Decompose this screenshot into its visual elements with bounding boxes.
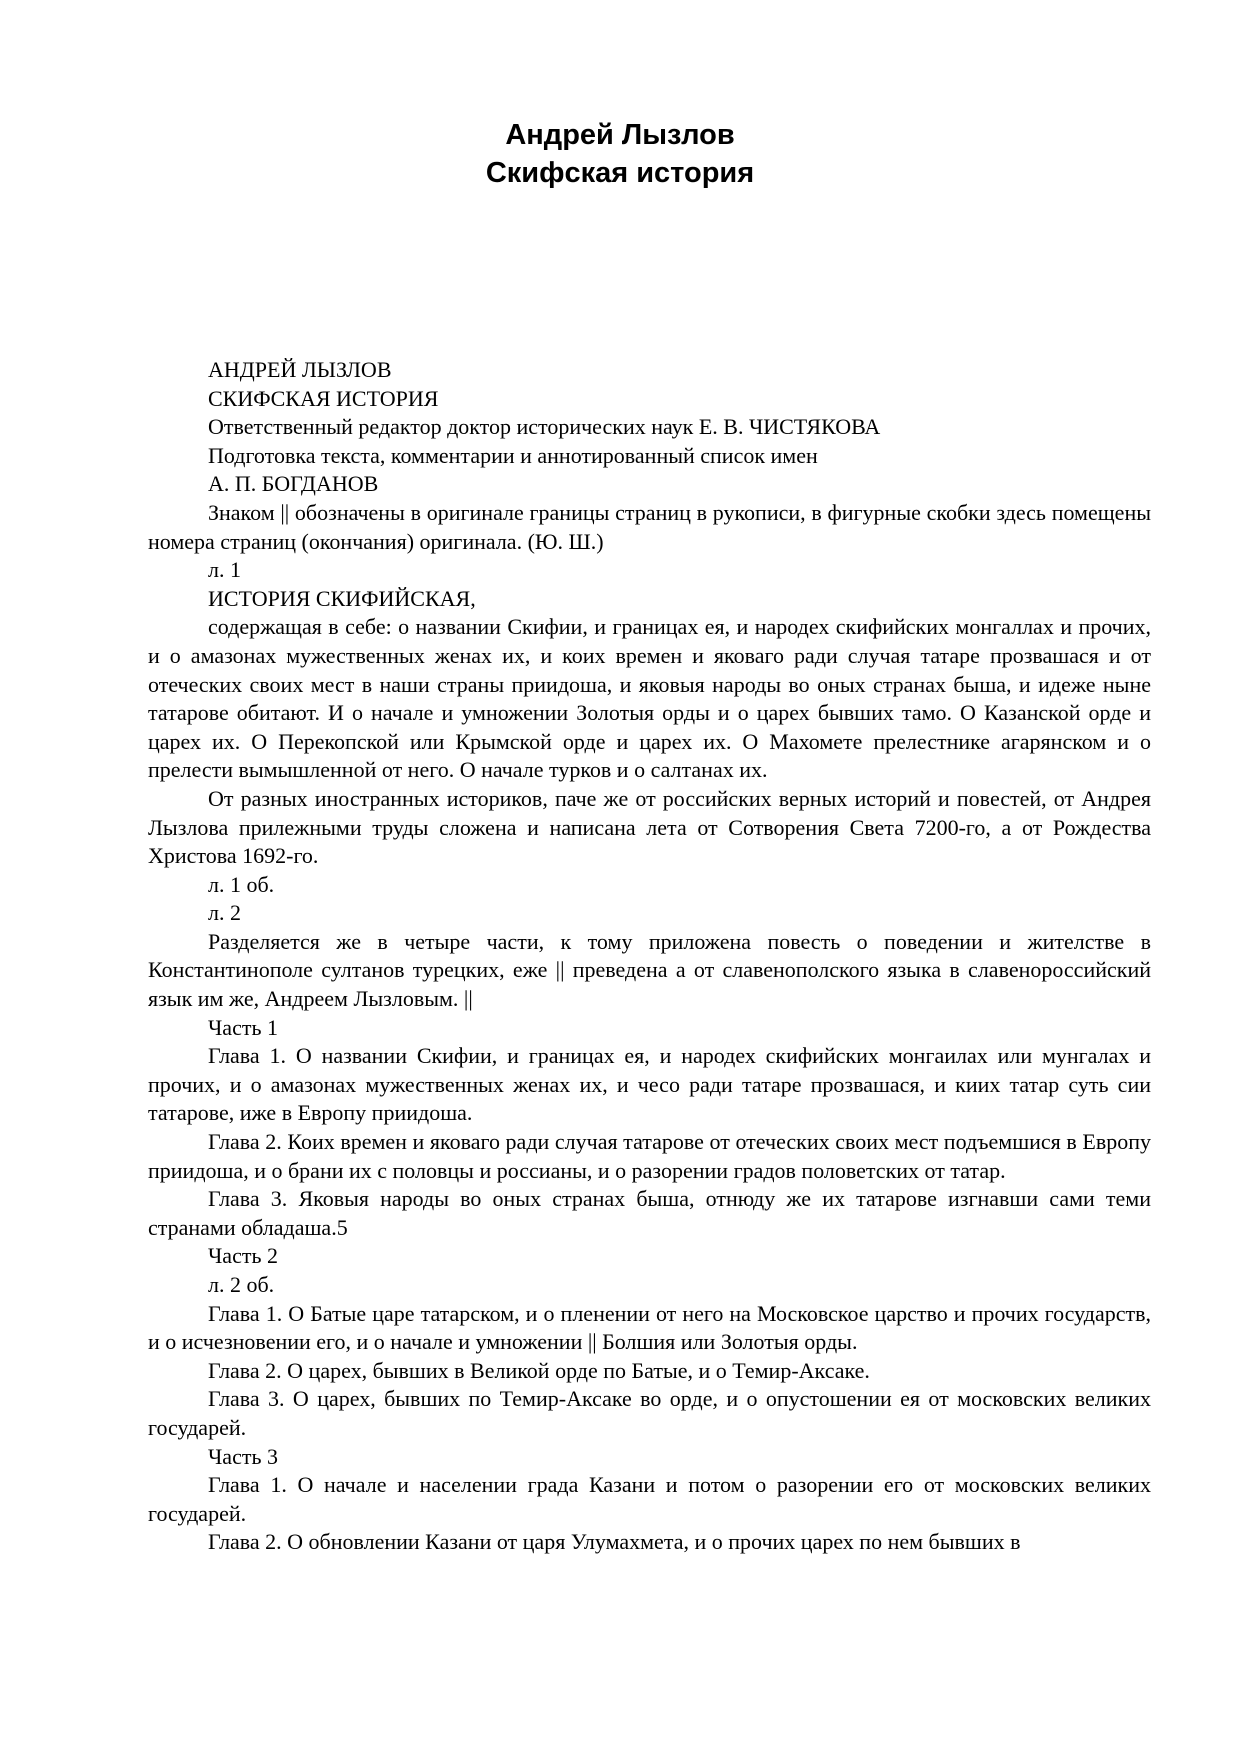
- paragraph: Часть 1: [208, 1014, 278, 1040]
- paragraph: Подготовка текста, комментарии и аннотированный список имен: [208, 442, 818, 468]
- paragraph: Часть 2: [208, 1243, 278, 1269]
- title-book: Скифская история: [485, 157, 755, 189]
- paragraph: Глава 1. О Батые царе татарском, и о пленении от него на Московское царство и прочих государств, и о исчезновении его, и о начале и умножении || Болшия или Золотыя орды.: [148, 1300, 1151, 1355]
- paragraph: л. 2 об.: [208, 1272, 275, 1297]
- paragraph: От разных иностранных историков, паче же от российских верных историй и повестей, от Андрея Лызлова прилежными труды сложена и написана лета от Сотворения Света 7200-го, а от Рождества Христова 1692-го.: [148, 785, 1151, 869]
- paragraph: Знаком || обозначены в оригинале границы страниц в рукописи, в фигурные скобки здесь помещены номера страниц (окончания) оригинала. (Ю. Ш.): [148, 499, 1151, 554]
- paragraph: Часть 3: [208, 1443, 278, 1469]
- paragraph: Глава 3. Яковыя народы во оных странах быша, отнюду же их татарове изгнавши сами теми странами обладаша.5: [148, 1186, 1151, 1240]
- paragraph: содержащая в себе: о названии Скифии, и границах ея, и народех скифийских монгаллах и прочих, и о амазонах мужественных женах их, и коих времен и яковаго ради случая татаре прозвашася и от отеческих своих мест в наши страны приидоша, и яковыя народы во оных странах быша, и идеже ныне татарове обитают. И о начале и умножении Золотыя орды и о царех бывших тамо. О Казанской орде и царех их. О Перекопской или Крымской орде и царех их. О Махомете прелестнике агарянском и о прелести вымышленной от него. О начале турков и о салтанах их.: [148, 614, 1151, 783]
- paragraph: л. 2: [208, 900, 241, 926]
- paragraph: Глава 2. О обновлении Казани от царя Улумахмета, и о прочих царех по нем бывших в: [208, 1529, 1021, 1555]
- paragraph: л. 1 об.: [208, 871, 275, 897]
- paragraph: А. П. БОГДАНОВ: [208, 471, 379, 497]
- paragraph: Глава 2. О царех, бывших в Великой орде по Батые, и о Темир-Аксаке.: [208, 1357, 870, 1383]
- paragraph: АНДРЕЙ ЛЫЗЛОВ: [208, 357, 392, 382]
- paragraph: Глава 3. О царех, бывших по Темир-Аксаке во орде, и о опустошении ея от московских великих государей.: [148, 1386, 1151, 1440]
- document-title: [0, 116, 1240, 192]
- paragraph: Разделяется же в четыре части, к тому приложена повесть о поведении и жителстве в Константинополе султанов турецких, еже || преведена а от славенополского языка в славенороссийский язык им же, Андреем Лызловым. ||: [148, 928, 1151, 1012]
- paragraph: ИСТОРИЯ СКИФИЙСКАЯ,: [208, 585, 476, 611]
- paragraph: Ответственный редактор доктор исторических наук Е. В. ЧИСТЯКОВА: [208, 414, 881, 440]
- paragraph: Глава 1. О начале и населении града Казани и потом о разорении его от московских великих государей.: [148, 1472, 1151, 1526]
- paragraph: СКИФСКАЯ ИСТОРИЯ: [208, 385, 439, 411]
- document-body: [148, 356, 1151, 1557]
- title-author: Андрей Лызлов: [505, 119, 735, 151]
- paragraph: Глава 2. Коих времен и яковаго ради случая татарове от отеческих своих мест подъемшися в Европу приидоша, и о брани их с половцы и россианы, и о разорении градов половетских от татар.: [148, 1129, 1151, 1183]
- paragraph: Глава 1. О названии Скифии, и границах ея, и народех скифийских монгаилах или мунгалах и прочих, и о амазонах мужественных женах их, и чесо ради татаре прозвашася, и киих татар суть сии татарове, иже в Европу приидоша.: [148, 1043, 1151, 1126]
- paragraph: л. 1: [208, 557, 241, 583]
